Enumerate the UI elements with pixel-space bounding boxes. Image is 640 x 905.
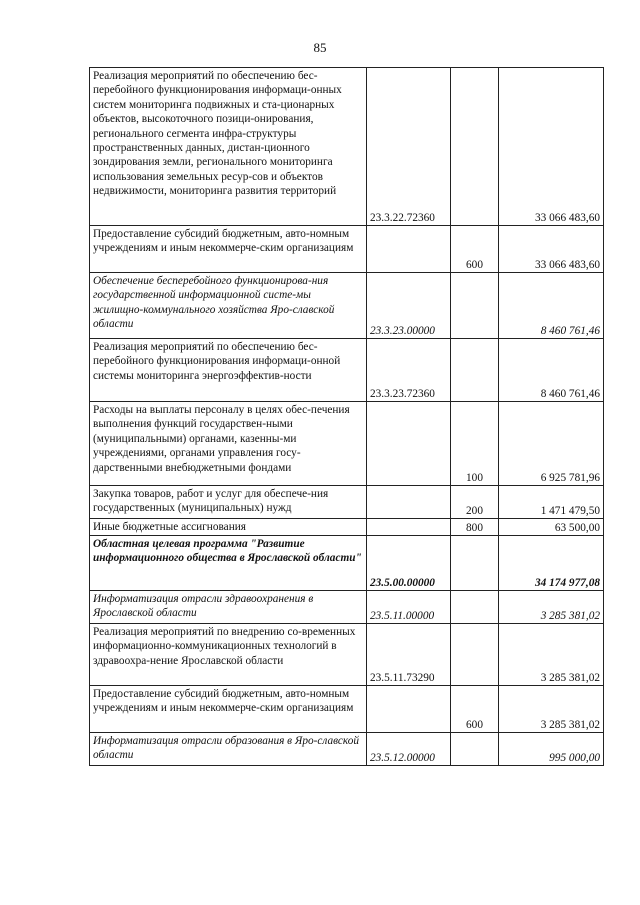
- row-expense-type: 200: [451, 486, 499, 519]
- row-code: [367, 226, 451, 273]
- row-sum: 34 174 977,08: [499, 536, 604, 591]
- row-sum: 33 066 483,60: [499, 68, 604, 226]
- table-row: [90, 733, 604, 766]
- table-row: [90, 486, 604, 519]
- row-code: [367, 519, 451, 536]
- row-code: 23.5.11.00000: [367, 591, 451, 624]
- table-row: [90, 339, 604, 402]
- row-sum: 1 471 479,50: [499, 486, 604, 519]
- row-name: Предоставление субсидий бюджетным, авто-номным учреждениям и иным некоммерче-ским организациям: [90, 226, 367, 273]
- table-row: [90, 536, 604, 591]
- row-name: Расходы на выплаты персоналу в целях обес-печения выполнения функций государствен-ными (муниципальными) органами, казенны-ми учреждениями, органами управления госу-дарственными внебюджетными фондами: [90, 402, 367, 486]
- row-code: [367, 686, 451, 733]
- row-expense-type: [451, 536, 499, 591]
- row-sum: 8 460 761,46: [499, 273, 604, 339]
- row-sum: 8 460 761,46: [499, 339, 604, 402]
- table-row: [90, 624, 604, 686]
- row-name: Обеспечение бесперебойного функционирова-ния государственной информационной систе-мы жилищно-коммунального хозяйства Яро-славской области: [90, 273, 367, 339]
- row-expense-type: [451, 339, 499, 402]
- row-sum: 33 066 483,60: [499, 226, 604, 273]
- budget-table: [89, 67, 604, 766]
- row-sum: 3 285 381,02: [499, 591, 604, 624]
- row-name: Реализация мероприятий по обеспечению бес-перебойного функционирования информаци-онных систем мониторинга подвижных и ста-ционарных объектов, высокоточного позици-онирования, регионального сегмента инфра-структуры пространственных данных, дистан-ционного зондирования земли, регионального мониторинга использования земельных ресур-сов и объектов недвижимости, мониторинга развития территорий: [90, 68, 367, 226]
- row-expense-type: 800: [451, 519, 499, 536]
- table-row: [90, 402, 604, 486]
- row-sum: 995 000,00: [499, 733, 604, 766]
- row-expense-type: [451, 273, 499, 339]
- row-code: 23.5.12.00000: [367, 733, 451, 766]
- page-number: 85: [313, 40, 327, 55]
- table-row: [90, 686, 604, 733]
- row-sum: 63 500,00: [499, 519, 604, 536]
- row-name: Закупка товаров, работ и услуг для обеспече-ния государственных (муниципальных) нужд: [90, 486, 367, 519]
- row-sum: 3 285 381,02: [499, 624, 604, 686]
- row-code: 23.3.23.00000: [367, 273, 451, 339]
- row-name: Информатизация отрасли здравоохранения в Ярославской области: [90, 591, 367, 624]
- row-name: Иные бюджетные ассигнования: [90, 519, 367, 536]
- row-name: Областная целевая программа "Развитие информационного общества в Ярославской области": [90, 536, 367, 591]
- row-expense-type: [451, 624, 499, 686]
- row-expense-type: [451, 733, 499, 766]
- row-code: 23.5.00.00000: [367, 536, 451, 591]
- table-row: [90, 519, 604, 536]
- row-code: [367, 486, 451, 519]
- row-sum: 6 925 781,96: [499, 402, 604, 486]
- row-sum: 3 285 381,02: [499, 686, 604, 733]
- table-row: [90, 591, 604, 624]
- row-code: 23.5.11.73290: [367, 624, 451, 686]
- table-row: [90, 273, 604, 339]
- table-row: [90, 68, 604, 226]
- row-expense-type: 100: [451, 402, 499, 486]
- row-code: 23.3.23.72360: [367, 339, 451, 402]
- row-name: Реализация мероприятий по обеспечению бес-перебойного функционирования информаци-онной системы мониторинга энергоэффектив-ности: [90, 339, 367, 402]
- row-expense-type: 600: [451, 226, 499, 273]
- row-name: Информатизация отрасли образования в Яро-славской области: [90, 733, 367, 766]
- row-expense-type: [451, 591, 499, 624]
- row-expense-type: [451, 68, 499, 226]
- row-name: Предоставление субсидий бюджетным, авто-номным учреждениям и иным некоммерче-ским организациям: [90, 686, 367, 733]
- row-code: [367, 402, 451, 486]
- row-expense-type: 600: [451, 686, 499, 733]
- row-name: Реализация мероприятий по внедрению со-временных информационно-коммуникационных технологий в здравоохра-нение Ярославской области: [90, 624, 367, 686]
- row-code: 23.3.22.72360: [367, 68, 451, 226]
- table-row: [90, 226, 604, 273]
